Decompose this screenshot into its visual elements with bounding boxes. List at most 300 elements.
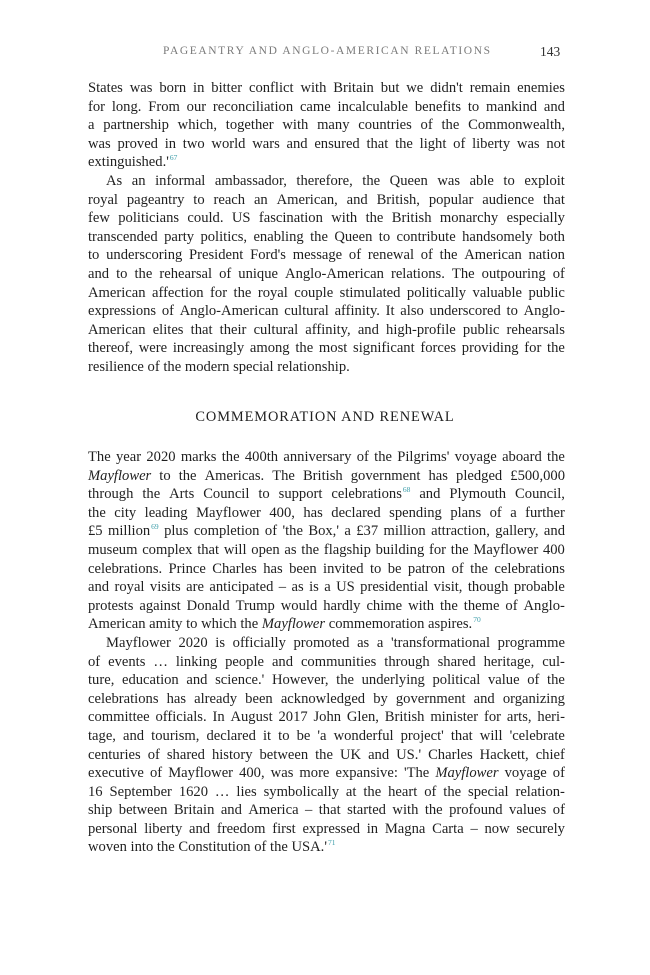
word [88,467,151,486]
word [333,79,374,98]
text-run: has [303,504,323,521]
word [449,801,503,820]
word [152,284,204,303]
word [88,339,133,358]
text-run: profound [449,802,503,819]
text-run: would [280,597,318,614]
text-run: attraction, [431,523,490,540]
word [88,284,146,303]
running-head-title: PAGEANTRY AND ANGLO-AMERICAN RELATIONS [163,45,492,57]
word [498,634,565,653]
word [385,820,426,839]
text-run: elites [152,321,184,338]
word [272,820,296,839]
text-line [88,228,565,247]
text-run: could. [187,210,224,227]
word [249,79,294,98]
word [88,448,111,467]
text-run: couple [294,284,334,301]
text-run: of [420,117,433,134]
word [200,228,247,247]
text-run: John [313,709,342,726]
text-run: underscored [429,303,501,320]
text-run: through [88,486,134,503]
text-run: benefits [414,98,462,115]
text-line [88,284,565,303]
word [272,467,295,486]
word [470,172,494,191]
text-run: US [336,579,355,596]
text-run: 400 [542,541,565,558]
word [285,265,384,284]
text-run: of [451,560,464,577]
word [527,671,539,690]
word [183,135,205,154]
word [421,116,433,135]
word [117,135,158,154]
word [254,191,268,210]
word [543,191,565,210]
word [215,172,287,191]
text-run: shared [166,746,205,763]
text-run: that [197,541,220,558]
word [106,172,122,191]
text-run: among [249,340,290,357]
text-run: theme [463,597,500,614]
word [490,504,502,523]
word [127,191,185,210]
word [88,801,112,820]
word [453,135,465,154]
text-run: rehearsals [506,321,565,338]
word [258,284,288,303]
text-line [88,265,565,284]
word [271,764,294,783]
word [547,671,565,690]
text-run: and [286,135,308,152]
text-run: the [470,560,488,577]
word [139,339,167,358]
text-run: and [189,820,211,837]
text-run: American [88,321,146,338]
text-line [88,448,565,467]
text-run: valuable [472,284,522,301]
word [150,578,181,597]
text-run: lies [236,783,257,800]
word [525,504,565,523]
text-run: in [193,80,205,96]
word [429,541,446,560]
text-run: values [509,802,547,819]
word [215,671,264,690]
word [144,820,182,839]
text-run: the [374,449,392,465]
word [259,209,323,228]
word [338,98,409,117]
word [507,708,532,727]
text-run: contribute [396,228,456,245]
text-line [88,727,565,746]
text-run: 'transformational [390,634,491,651]
word [509,801,546,820]
text-run: the [178,467,197,484]
word [162,302,174,321]
word [88,302,156,321]
word [349,246,361,265]
text-run: long. [111,98,142,115]
word [88,671,114,690]
text-run: Council, [515,486,565,503]
text-run: President [189,247,244,264]
text-run: British [391,210,432,227]
word [215,783,230,802]
word [282,522,302,541]
text-run: that [366,135,389,152]
word [88,246,99,265]
word [123,727,144,746]
text-run: American amity to which the [88,616,262,633]
word [547,448,565,467]
word [528,284,564,303]
text-line [88,246,565,265]
text-run: 'a [317,727,327,744]
text-run: a [344,523,351,540]
word [443,783,461,802]
text-run: plans [450,504,482,521]
text-run: monarchy [439,210,499,227]
text-run: hardly [323,597,361,614]
word [462,228,533,247]
word [396,746,421,765]
text-run: 2020 [178,634,208,651]
word [88,265,109,284]
word [135,265,153,284]
text-run: to [278,727,290,744]
word [146,448,175,467]
word [299,764,329,783]
word [88,228,158,247]
word [189,820,210,839]
text-run: 'The [403,765,430,782]
text-run: gallery, [495,523,539,540]
text-run: was [516,135,540,152]
text-run: an [131,172,146,189]
word [239,764,265,783]
word [536,746,565,765]
text-run: The [451,265,475,282]
text-run: enabling [253,228,304,245]
text-run: Anglo- [523,597,565,614]
text-run: has [166,690,187,707]
word [88,764,144,783]
text-run: probable [513,579,565,596]
text-run: ture, [88,672,115,689]
word [524,597,565,616]
text-run: enemies [517,80,565,96]
word [179,467,197,486]
text-run: Ford's [250,247,286,264]
text-run: special [468,783,509,800]
word [404,764,429,783]
text-run: proved [117,135,158,152]
text-run: in [164,135,177,152]
text-line [88,783,565,802]
text-run: American [88,284,146,301]
word [308,522,339,541]
text-run: £500,000 [510,467,565,484]
word [344,522,350,541]
text-line [88,116,565,135]
word [165,135,176,154]
word [88,504,106,523]
word [452,560,464,579]
page-number: 143 [540,44,561,59]
word [305,801,312,820]
word [386,302,395,321]
text-run: of [552,265,565,282]
text-run: for [429,541,447,558]
word [284,541,296,560]
word [88,727,116,746]
word [278,727,289,746]
text-run: that [318,802,341,819]
text-run: expressions [88,303,157,320]
word [88,191,118,210]
word [174,801,215,820]
text-line [88,485,565,504]
word [263,560,282,579]
word [546,135,565,154]
text-run: royal [257,284,288,301]
word [389,504,442,523]
word [388,560,402,579]
word [468,578,509,597]
word [397,448,449,467]
text-run: as [357,634,370,651]
text-run: but [380,80,400,96]
text-run: the [362,172,381,189]
text-run: open [251,541,280,558]
word [553,764,565,783]
word [168,764,233,783]
word [524,172,565,191]
word [334,228,372,247]
word [88,560,162,579]
word [108,522,159,541]
word [484,820,509,839]
word [486,98,537,117]
word [468,116,565,135]
text-run: woven into the Constitution of the USA.' [88,839,327,856]
word [260,746,309,765]
word [468,783,509,802]
word [187,209,223,228]
word [297,727,311,746]
word [309,578,319,597]
word [234,284,252,303]
word [116,265,127,284]
word [251,541,279,560]
word [314,135,359,154]
text-run: remain [469,80,511,96]
word [211,135,245,154]
text-run: tage, [88,727,116,744]
text-run: of [424,783,437,800]
word [301,653,376,672]
body-text-bottom [88,448,565,857]
text-run: of [453,135,466,152]
text-run: rehearsal [159,265,213,282]
word [215,634,225,653]
word [390,172,428,191]
text-run: both [538,228,565,245]
word [419,485,440,504]
text-run: Glen, [346,709,379,726]
word [503,172,514,191]
text-run: the [134,265,153,282]
text-run: a [324,579,331,596]
word [305,321,350,340]
text-run: the [439,597,458,614]
text-run: anticipated [209,579,274,596]
text-run: though [467,579,509,596]
word [331,209,357,228]
text-run: of [348,247,362,264]
text-run: and [473,690,495,707]
word [319,339,347,358]
text-run: centuries [88,746,141,763]
word [315,746,333,765]
word [553,265,565,284]
word [167,690,186,709]
word [462,339,519,358]
text-run: wars [252,135,280,152]
word [376,541,425,560]
word [324,578,330,597]
word [294,634,350,653]
word [153,653,168,672]
word [542,653,565,672]
text-line [88,838,565,857]
word [88,98,105,117]
word [282,116,308,135]
word [507,209,565,228]
text-run: – [278,579,287,596]
text-run: that [450,727,473,744]
text-run: a [376,634,384,651]
text-run: unique [238,265,279,282]
word [347,191,368,210]
text-run: the [310,228,328,245]
text-line [88,504,565,523]
word [194,690,237,709]
word [544,522,565,541]
word [88,653,100,672]
word [356,522,378,541]
text-run: Council [203,486,250,503]
text-run: August [230,709,273,726]
text-run: in [366,820,379,837]
text-run: also [400,303,424,320]
text-line [88,98,565,117]
text-run: pledged [456,467,503,484]
text-run: British [302,467,343,484]
word [250,246,286,265]
text-run: came [299,98,331,115]
word [392,801,418,820]
text-run: programme [497,634,565,651]
text-run: is [215,634,226,651]
word [88,783,103,802]
text-run: as [284,541,297,558]
word [88,820,137,839]
word [292,578,304,597]
text-run: building [375,541,425,558]
word [450,504,481,523]
text-run: Mayflower [473,541,539,558]
text-run: an [253,191,268,208]
text-run: celebrations. [88,560,163,577]
text-run: the [363,783,382,800]
text-run: few [88,210,110,227]
word [384,653,429,672]
text-run: and [346,191,368,208]
word [391,265,445,284]
text-run: … [153,653,168,670]
word [335,302,380,321]
text-run: celebrations [88,690,159,707]
word [253,228,303,247]
running-head [0,45,650,63]
text-run: States [88,80,123,96]
text-run: 400, [239,765,265,782]
word [366,597,402,616]
word [250,339,290,358]
word [432,820,464,839]
text-line [88,708,565,727]
text-line [88,153,565,172]
text-run: political [432,672,481,689]
word [217,820,266,839]
text-run: further [525,504,565,521]
text-line [88,597,565,616]
word [303,504,322,523]
text-run: personal [88,820,138,837]
text-run: Queen [389,172,428,189]
word [317,727,326,746]
footnote-ref: 69 [151,522,159,532]
word [173,339,244,358]
text-run: Hackett, [479,746,529,763]
text-run: of [264,523,278,540]
text-run: been [289,560,317,577]
text-run: transcended [88,228,158,245]
word [435,764,498,783]
word [507,302,518,321]
text-run: science.' [215,672,265,689]
text-run: From [148,98,180,115]
word [193,79,204,98]
text-run: government [350,467,421,484]
text-line [88,764,565,783]
text-run: at [345,783,357,800]
text-run: Britain [333,80,374,96]
text-run: by [373,690,388,707]
word [392,209,432,228]
text-run: affection [152,284,204,301]
text-run: able [469,172,494,189]
text-run: events [108,653,146,670]
